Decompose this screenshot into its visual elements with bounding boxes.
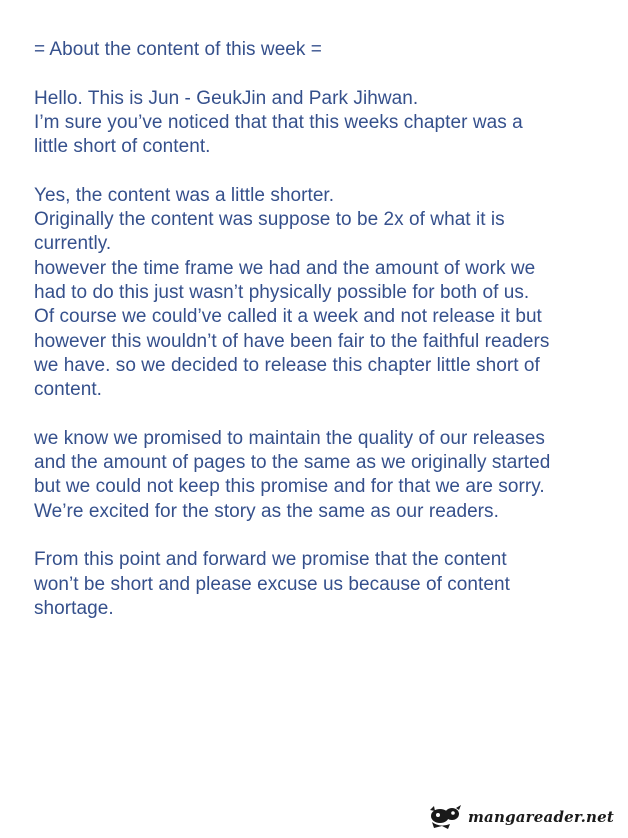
watermark (428, 804, 614, 830)
document-heading: = About the content of this week = (34, 39, 322, 60)
text-line: little short of content. (34, 136, 211, 158)
text-line: Of course we could’ve called it a week and not release it but (34, 306, 542, 328)
text-line: however the time frame we had and the amount of work we (34, 257, 536, 279)
paragraph-2 (34, 184, 614, 403)
text-line: but we could not keep this promise and for that we are sorry. (34, 476, 545, 498)
paragraph-1 (34, 87, 614, 160)
text-line: and the amount of pages to the same as we originally started (34, 452, 551, 474)
paragraph-4 (34, 548, 614, 621)
text-line: Hello. This is Jun - GeukJin and Park Jihwan. (34, 87, 419, 109)
text-line: won’t be short and please excuse us because of content (34, 573, 510, 595)
document-body (34, 38, 614, 621)
paragraph-spacer (34, 159, 614, 183)
text-line: Originally the content was suppose to be 2x of what it is (34, 209, 505, 231)
text-line: currently. (34, 233, 112, 255)
mangareader-logo-icon (428, 804, 464, 830)
text-line: content. (34, 379, 103, 401)
text-line: We’re excited for the story as the same as our readers. (34, 500, 499, 522)
text-line: shortage. (34, 597, 114, 619)
watermark-text: mangareader.net (467, 808, 614, 826)
paragraph-spacer (34, 62, 614, 86)
text-line: however this wouldn’t of have been fair to the faithful readers (34, 330, 550, 352)
text-line: we have. so we decided to release this chapter little short of (34, 354, 540, 376)
text-line: we know we promised to maintain the quality of our releases (34, 427, 545, 449)
text-line: had to do this just wasn’t physically possible for both of us. (34, 281, 530, 303)
paragraph-spacer (34, 402, 614, 426)
paragraph-spacer (34, 524, 614, 548)
text-line: Yes, the content was a little shorter. (34, 184, 335, 206)
text-line: From this point and forward we promise that the content (34, 549, 507, 571)
paragraph-3 (34, 427, 614, 524)
text-line: I’m sure you’ve noticed that that this weeks chapter was a (34, 111, 523, 133)
